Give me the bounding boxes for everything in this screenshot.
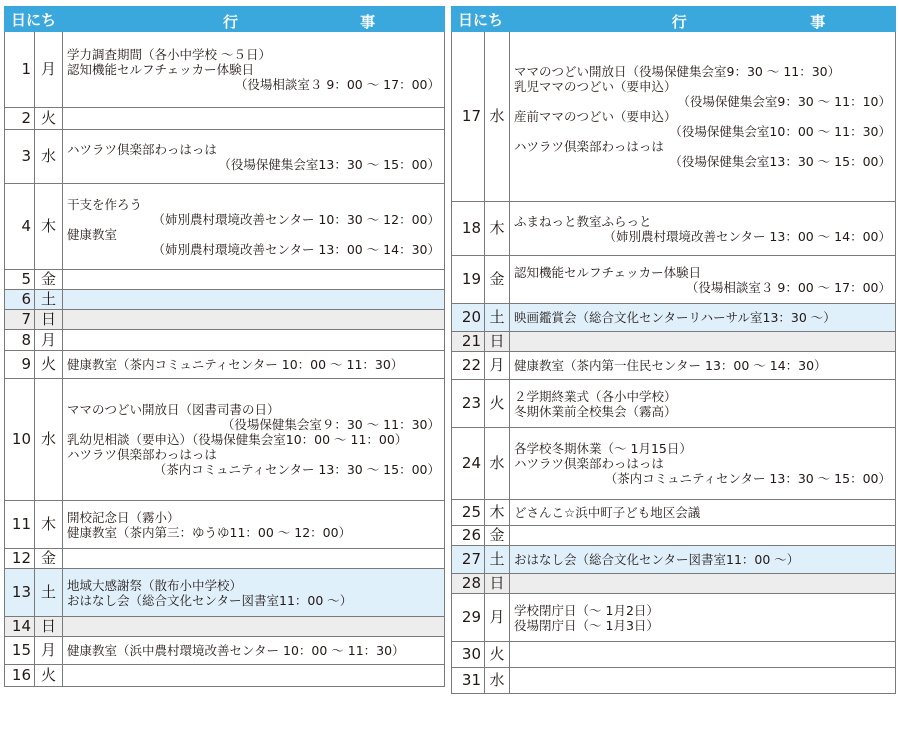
weekday: 水 [485,668,510,694]
day-number: 1 [5,32,35,108]
calendar-row [5,351,445,379]
calendar-row [5,637,445,665]
event-cell [63,501,445,549]
event-text: 健康教室（浜中農村環境改善センター 10：00 ～ 11：30） [67,643,405,658]
event-text: （役場相談室３ 9：00 ～ 17：00） [234,77,440,92]
weekday: 火 [35,351,63,379]
event-cell [510,332,896,352]
day-number: 15 [5,637,35,665]
event-cell [510,304,896,332]
event-text: ハツラツ倶楽部わっはっは [67,447,217,462]
event-text: 乳幼児相談（要申込）（役場保健集会室10：00 ～ 11：00） [67,432,408,447]
day-number: 25 [452,500,485,526]
event-text: （役場相談室３ 9：00 ～ 17：00） [685,279,891,295]
weekday: 木 [485,202,510,256]
day-number: 3 [5,130,35,184]
weekday: 木 [35,184,63,270]
right-calendar-table [451,6,896,694]
event-text: 乳児ママのつどい（要申込） [514,79,677,94]
event-text: 健康教室（茶内コミュニティセンター 10：00 ～ 11：30） [67,357,404,372]
event-text: ハツラツ倶楽部わっはっは [514,139,664,154]
event-cell [63,379,445,501]
day-number: 19 [452,256,485,304]
day-number: 21 [452,332,485,352]
day-number: 4 [5,184,35,270]
weekday: 月 [35,330,63,351]
day-number: 17 [452,32,485,202]
day-number: 29 [452,594,485,642]
header-day: 日にち [5,7,63,32]
calendar-row [452,500,896,526]
event-text: ハツラツ倶楽部わっはっは [67,141,217,157]
calendar-row [452,332,896,352]
event-text: （茶内コミュニティセンター 13：30 ～ 15：00） [604,471,891,486]
day-number: 22 [452,352,485,380]
weekday: 水 [35,379,63,501]
event-cell [510,352,896,380]
day-number: 9 [5,351,35,379]
calendar-row [452,352,896,380]
event-text: 認知機能セルフチェッカー体験日 [514,264,702,280]
calendar-row [452,380,896,428]
event-cell [63,290,445,310]
event-text: 開校記念日（霧小） [67,509,180,525]
calendar-row [5,665,445,687]
day-number: 27 [452,546,485,574]
header-event [63,7,445,32]
event-cell [510,668,896,694]
event-text: （役場保健集会室13：30 ～ 15：00） [218,156,440,172]
day-number: 16 [5,665,35,687]
weekday: 火 [485,642,510,668]
event-cell [63,270,445,290]
event-cell [510,202,896,256]
event-cell [510,500,896,526]
weekday: 日 [485,574,510,594]
day-number: 23 [452,380,485,428]
calendar-row [452,32,896,202]
header-event-char-2: 事 [810,13,826,31]
weekday: 火 [35,108,63,130]
weekday: 金 [485,256,510,304]
event-cell [510,642,896,668]
day-number: 13 [5,569,35,617]
calendar-row [5,549,445,569]
event-cell [63,330,445,351]
event-text: （役場保健集会室9：30 ～ 11：10） [677,94,891,109]
event-text: 映画鑑賞会（総合文化センターリハーサル室13：30 ～） [514,310,836,325]
event-cell [63,184,445,270]
event-text: 冬期休業前全校集会（霧高） [514,403,677,419]
weekday: 金 [485,526,510,546]
weekday: 水 [485,428,510,500]
event-text: 健康教室 [67,226,118,242]
weekday: 月 [35,32,63,108]
event-cell [510,574,896,594]
event-text: （役場保健集会室10：00 ～ 11：30） [669,124,891,139]
event-cell [63,130,445,184]
weekday: 火 [485,380,510,428]
weekday: 月 [485,594,510,642]
calendar-row [452,642,896,668]
weekday: 土 [485,304,510,332]
weekday: 日 [485,332,510,352]
event-text: 学校閉庁日（～ 1月2日） [514,602,659,618]
header-event-char-2: 事 [360,13,376,31]
day-number: 12 [5,549,35,569]
event-text: 認知機能セルフチェッカー体験日 [67,62,255,77]
day-number: 2 [5,108,35,130]
right-calendar-body [452,32,896,694]
weekday: 日 [35,617,63,637]
weekday: 日 [35,310,63,330]
event-text: ママのつどい開放日（役場保健集会室9：30 ～ 11：30） [514,64,841,79]
event-cell [63,549,445,569]
calendar-row [5,501,445,549]
calendar-row [452,574,896,594]
weekday: 金 [35,549,63,569]
event-cell [63,32,445,108]
event-cell [63,665,445,687]
day-number: 26 [452,526,485,546]
day-number: 5 [5,270,35,290]
weekday: 水 [485,32,510,202]
event-text: 各学校冬期休業（～ 1月15日） [514,441,692,456]
day-number: 28 [452,574,485,594]
calendar-row [5,569,445,617]
weekday: 木 [485,500,510,526]
weekday: 金 [35,270,63,290]
day-number: 18 [452,202,485,256]
header-row [452,7,896,32]
calendar-row [5,379,445,501]
event-cell [510,594,896,642]
calendar-row [5,310,445,330]
event-text: 健康教室（茶内第三：ゆうゆ11：00 ～ 12：00） [67,524,352,540]
event-cell [510,428,896,500]
event-text: おはなし会（総合文化センター図書室11：00 ～） [67,592,353,608]
day-number: 7 [5,310,35,330]
event-text: （茶内コミュニティセンター 13：30 ～ 15：00） [153,462,440,477]
weekday: 土 [35,569,63,617]
event-text: ママのつどい開放日（図書司書の日） [67,402,280,417]
weekday: 月 [35,637,63,665]
event-cell [63,108,445,130]
calendar-row [452,304,896,332]
calendar-row [5,330,445,351]
event-cell [510,256,896,304]
weekday: 水 [35,130,63,184]
calendar-row [452,256,896,304]
event-text: 干支を作ろう [67,196,143,212]
weekday: 土 [35,290,63,310]
event-text: （役場保健集会室13：30 ～ 15：00） [669,154,891,169]
calendar-row [452,202,896,256]
weekday: 月 [485,352,510,380]
event-text: 地域大感謝祭（散布小中学校） [67,577,243,593]
day-number: 11 [5,501,35,549]
event-text: ふまねっと教室ふらっと [514,213,652,229]
calendar-row [452,428,896,500]
calendar-row [452,594,896,642]
event-text: おはなし会（総合文化センター図書室11：00 ～） [514,552,800,567]
header-row [5,7,445,32]
event-text: （役場保健集会室９：30 ～ 11：30） [221,417,440,432]
calendar-row [5,108,445,130]
event-text: どさんこ☆浜中町子ども地区会議 [514,505,701,520]
header-event-char-1: 行 [671,13,687,31]
calendar-row [5,290,445,310]
calendar-row [5,617,445,637]
event-text: 学力調査期間（各小中学校 ～５日） [67,47,271,62]
day-number: 10 [5,379,35,501]
day-number: 20 [452,304,485,332]
header-event-char-1: 行 [223,13,239,31]
event-cell [63,637,445,665]
event-cell [63,310,445,330]
event-text: 役場閉庁日（～ 1月3日） [514,617,659,633]
event-cell [510,32,896,202]
day-number: 30 [452,642,485,668]
calendar-row [5,32,445,108]
event-cell [63,351,445,379]
header-event [510,7,896,32]
event-text: ２学期終業式（各小中学校） [514,388,677,404]
event-text: 健康教室（茶内第一住民センター 13：00 ～ 14：30） [514,358,827,373]
event-text: 産前ママのつどい（要申込） [514,109,677,124]
calendar-row [5,184,445,270]
event-cell [63,569,445,617]
event-cell [510,526,896,546]
weekday: 火 [35,665,63,687]
event-text: ハツラツ倶楽部わっはっは [514,456,664,471]
header-day: 日にち [452,7,510,32]
left-calendar-table [4,6,445,687]
event-cell [63,617,445,637]
day-number: 6 [5,290,35,310]
calendar-row [452,526,896,546]
day-number: 8 [5,330,35,351]
calendar-row [5,270,445,290]
calendar-row [5,130,445,184]
event-cell [510,546,896,574]
event-text: （姉別農村環境改善センター 10：30 ～ 12：00） [152,211,440,227]
event-text: （姉別農村環境改善センター 13：00 ～ 14：30） [152,241,440,257]
left-calendar-body [5,32,445,687]
day-number: 24 [452,428,485,500]
day-number: 14 [5,617,35,637]
calendar-row [452,546,896,574]
event-cell [510,380,896,428]
weekday: 木 [35,501,63,549]
weekday: 土 [485,546,510,574]
day-number: 31 [452,668,485,694]
event-text: （姉別農村環境改善センター 13：00 ～ 14：00） [603,228,891,244]
calendar-row [452,668,896,694]
